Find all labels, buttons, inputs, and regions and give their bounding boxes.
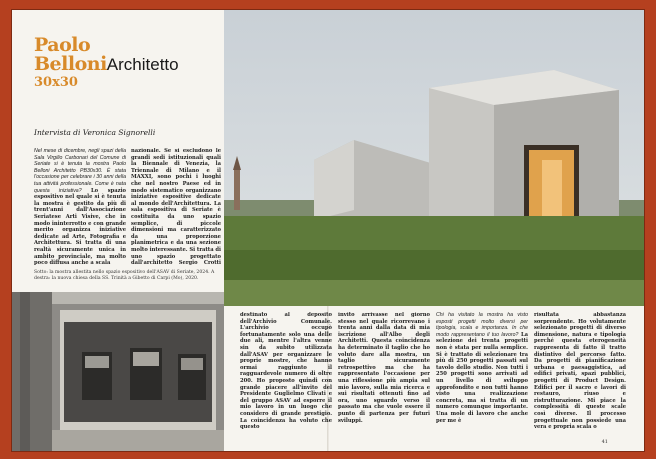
answer-5: La selezione dei trenta progetti non è stata per nulla semplice. Si è trattato di selezionare tra più di 250 progetti passati sul tavolo dello studio. Non tutti i 250 progetti sono arrivati ad un livello di sviluppo approfondito e non tutti hanno visto una realizzazione concreta, ma si tratta di un numero comunque importante. Una mole di lavoro che anche per me è	[436, 331, 528, 424]
answer-3: destinato al deposito dell'Archivio Comunale. L'archivio occupò fortunatamente solo una delle due ali, mentre l'altra venne sin da subito utilizzata dall'ASAV per organizzare le proprie mostre, che hanno ormai raggiunto il ragguardevole numero di oltre 200. Ho proposto quindi con grande piacere all'invito del Presidente Guglielmo Clivati e del gruppo ASAV ad esporre il mio lavoro in un luogo che considero di grande prestigio. La coincidenza ha voluto che questo	[240, 312, 332, 431]
title-name-line1: Paolo	[34, 34, 91, 56]
text-column-3	[240, 312, 332, 444]
question-5: Chi ha visitato la mostra ha visto esposti progetti molto diversi per tipologia, scala e importanza. In che modo rappresentano il tuo lavoro?	[436, 312, 528, 338]
text-column-6	[534, 312, 626, 444]
text-column-1	[34, 148, 126, 266]
title-row	[34, 55, 179, 74]
photo-caption: Sotto: la mostra allestita nello spazio espositivo dell'ASAV di Seriate, 2024. A destra: la nuova chiesa della SS. Trinità a Gibetto di Carpi (Mo), 2020.	[34, 270, 215, 281]
title-name-line2: Belloni	[34, 53, 107, 75]
question-1: Nel mese di dicembre, negli spazi della Sala Virgilio Carbonari del Comune di Seriate si è tenuta la mostra Paolo Belloni Architetto PB30x30. È stata l'occasione per celebrare i 30 anni della tua attività professionale. Come è nata questa iniziativa?	[34, 148, 126, 194]
answer-1: Lo spazio espositivo nel quale si è tenuta la mostra è gestito da più di trent'anni dall'Associazione Seriatese Arti Visive, che in modo ininterrotto e con grande merito organizza iniziative dedicate ad Arte, Fotografia e Architettura. Si tratta di una realtà sicuramente unica in ambito provinciale, ma molto poco diffusa anche a scala	[34, 187, 126, 266]
answer-4: invito arrivasse nel giorno stesso nel quale ricorrevano i trenta anni dalla data di mia iscrizione all'Albo degli Architetti. Questa coincidenza ha determinato il taglio che ho voluto dare alla mostra, un taglio sicuramente retrospettivo ma che ha rappresentato l'occasione per una riflessione più ampia sul mio lavoro, sulla mia ricerca e sui risultati ottenuti fino ad ora, uno sguardo verso il passato ma che vuole essere il punto di partenza per futuri sviluppi.	[338, 312, 430, 424]
text-column-2	[131, 148, 221, 266]
exhibition-photo	[12, 292, 224, 451]
title-subtitle: 30x30	[34, 75, 78, 90]
right-page	[240, 10, 644, 451]
text-column-4	[338, 312, 430, 444]
interview-credit: Intervista di Veronica Signorelli	[34, 128, 156, 137]
answer-6: risultata abbastanza sorprendente. Ho volutamente selezionato progetti di diverso dimensione, natura e tipologia perché questa eterogeneità rappresenta di fatto il tratto distintivo del percorso fatto. Da progetti di pianificazione urbana e paesaggistica, ad edifici privati, spazi pubblici, progetti di Product Design. Edifici per il sacro e lavori di restauro, riuso e ristrutturazione. Mi piace la complessità di queste scale così diverse. Il processo progettuale non possiede una vera e propria scala o	[534, 312, 626, 431]
page-number: 41	[601, 439, 608, 445]
magazine-spread	[12, 10, 644, 451]
text-column-5	[436, 312, 528, 444]
title-role: Architetto	[106, 55, 179, 74]
article-title	[34, 36, 179, 91]
answer-2: nazionale. Se si escludono le grandi sedi istituzionali quali la Biennale di Venezia, la Triennale di Milano e il MAXXI, sono pochi i luoghi che nel nostro Paese ed in modo sistematico organizzano iniziative espositive dedicate al mondo dell'Architettura. La sala espositiva di Seriate è costituita da uno spazio semplice, di piccole dimensioni ma caratterizzato da una proporzione planimetrica e da una sezione molto interessante. Si tratta di uno spazio progettato dall'architetto Sergio Crotti	[131, 148, 221, 266]
